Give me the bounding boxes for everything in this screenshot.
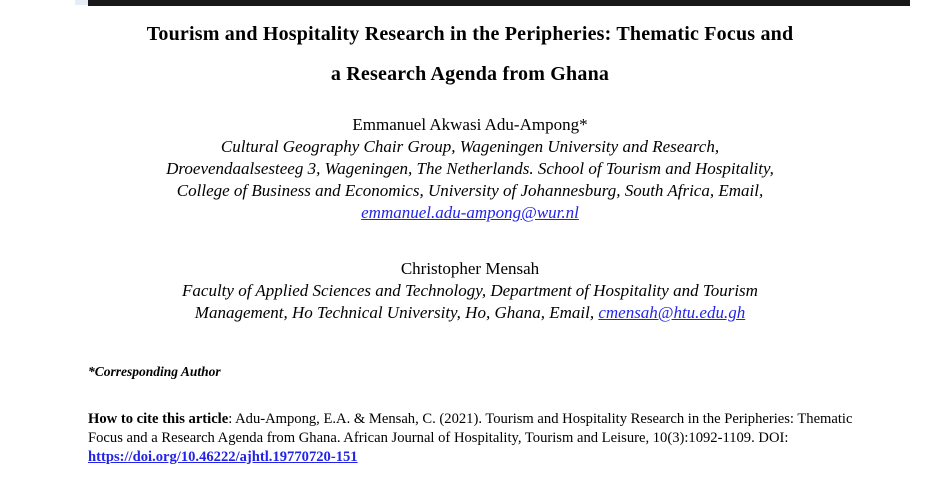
email-link-mensah[interactable]: cmensah@htu.edu.gh xyxy=(598,303,746,322)
author-affiliation-line: College of Business and Economics, University of Johannesburg, South Africa, Email, xyxy=(176,181,764,200)
article-title-line2: a Research Agenda from Ghana xyxy=(330,63,610,85)
citation-paragraph xyxy=(88,410,858,467)
affiliation-text: Management, Ho Technical University, Ho, Ghana, Email, xyxy=(194,303,599,322)
author-affiliation-line: Cultural Geography Chair Group, Wageningen University and Research, xyxy=(220,137,720,156)
page-top-rule xyxy=(88,0,910,6)
author-block-adu-ampong xyxy=(0,114,940,224)
corresponding-author-note: *Corresponding Author xyxy=(88,364,221,379)
email-link-adu-ampong[interactable]: emmanuel.adu-ampong@wur.nl xyxy=(361,203,579,222)
doi-link[interactable]: https://doi.org/10.46222/ajhtl.19770720-151 xyxy=(88,449,358,465)
author-affiliation-line: Faculty of Applied Sciences and Technology, Department of Hospitality and Tourism xyxy=(182,281,758,300)
author-name: Christopher Mensah xyxy=(400,259,540,278)
author-email-line xyxy=(0,202,940,224)
citation-label: How to cite this article xyxy=(88,411,229,427)
article-title-line1: Tourism and Hospitality Research in the Peripheries: Thematic Focus and xyxy=(146,23,794,45)
page-edge-marker xyxy=(75,0,88,5)
author-affiliation-line xyxy=(0,302,940,324)
author-name: Emmanuel Akwasi Adu-Ampong* xyxy=(352,115,588,134)
citation-text: : Adu-Ampong, E.A. & Mensah, C. (2021). Tourism and Hospitality Research in the Peripheries: Thematic Focus and a Research Agenda from Ghana. African Journal of Hospitality, Tourism and Leisure, 10(3):1092-1109. DOI: xyxy=(88,411,853,446)
author-affiliation-line: Droevendaalsesteeg 3, Wageningen, The Netherlands. School of Tourism and Hospitality, xyxy=(166,159,774,178)
article-title xyxy=(0,0,940,94)
author-block-mensah xyxy=(0,258,940,324)
